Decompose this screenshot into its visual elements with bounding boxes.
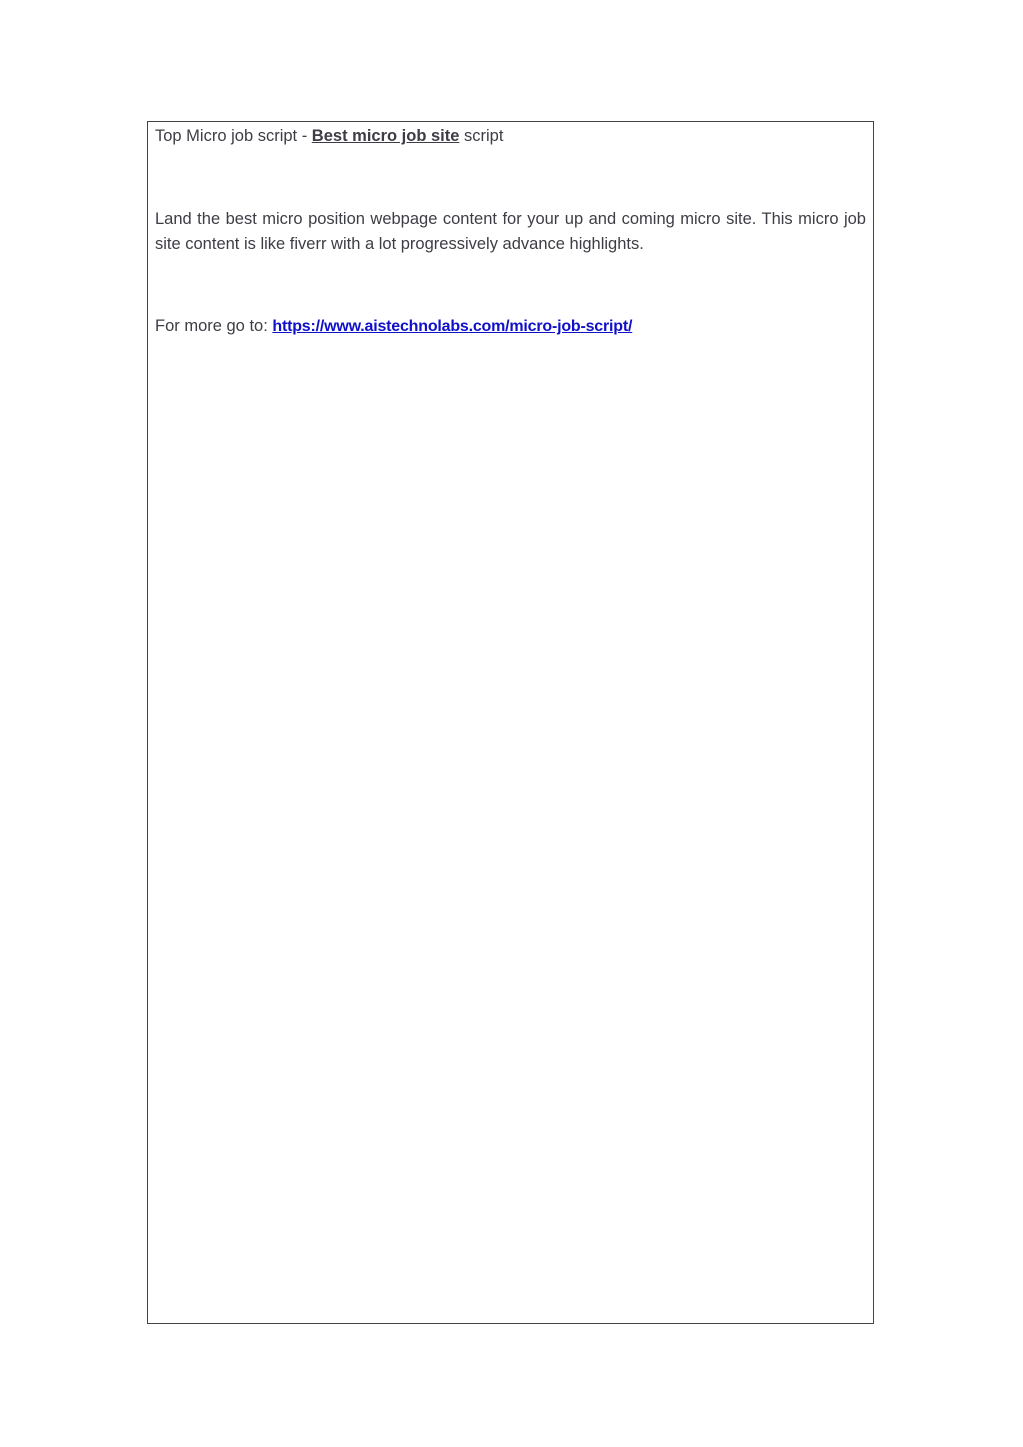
document-frame (147, 121, 874, 1324)
document-title (155, 125, 503, 147)
body-paragraph: Land the best micro position webpage content for your up and coming micro site. This micro job site content is like fiverr with a lot progressively advance highlights. (155, 210, 866, 253)
title-link[interactable]: Best micro job site (311, 127, 460, 145)
more-prefix: For more go to: (155, 317, 273, 335)
title-prefix: Top Micro job script - (155, 127, 312, 145)
more-url-link[interactable]: https://www.aistechnolabs.com/micro-job-script/ (272, 318, 633, 335)
more-info-line (155, 315, 632, 338)
title-suffix: script (459, 127, 504, 145)
